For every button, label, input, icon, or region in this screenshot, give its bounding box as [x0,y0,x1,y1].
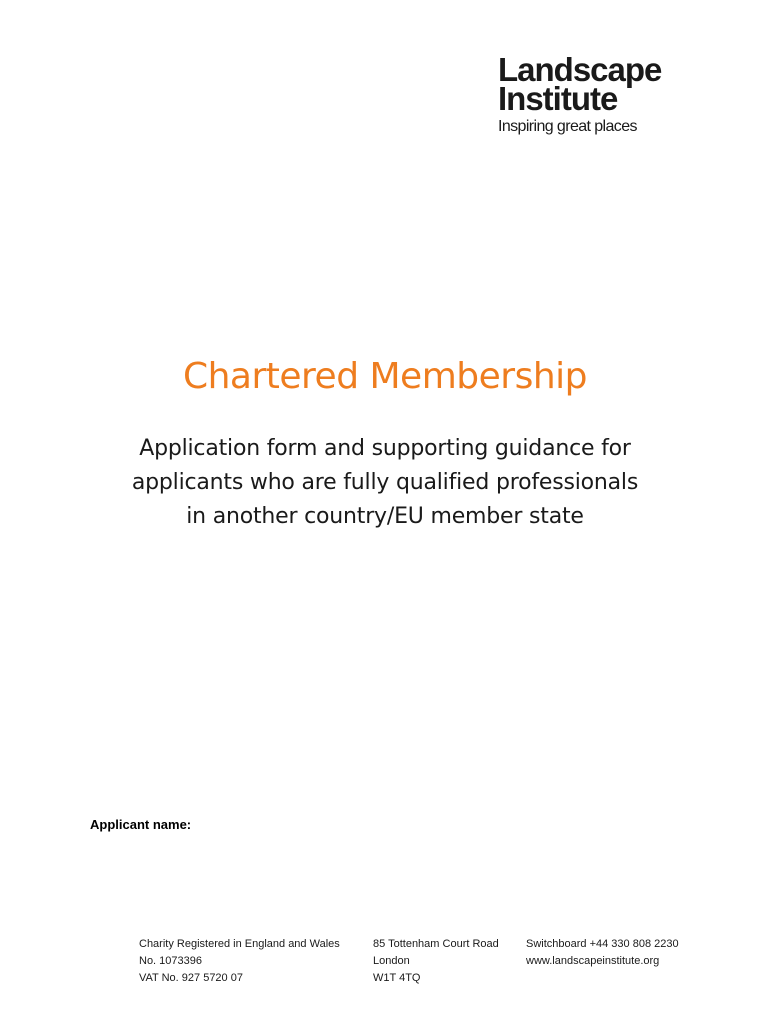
subtitle-line-1: Application form and supporting guidance for [139,436,631,461]
document-subtitle [90,432,680,534]
charity-line-2: No. 1073396 [139,955,202,967]
address-line-2: London [373,955,410,967]
subtitle-line-3: in another country/EU member state [186,504,584,529]
contact-website: www.landscapeinstitute.org [526,955,660,967]
logo-line-2: Institute [498,80,618,117]
contact-switchboard: Switchboard +44 330 808 2230 [526,938,679,950]
landscape-institute-logo [498,51,708,136]
charity-line-3: VAT No. 927 5720 07 [139,972,243,984]
logo-line-1: Landscape [498,51,662,88]
document-title: Chartered Membership [182,356,588,397]
subtitle-line-2: applicants who are fully qualified professionals [131,470,639,495]
charity-line-1: Charity Registered in England and Wales [139,938,340,950]
footer-charity-info [139,936,340,987]
logo-tagline: Inspiring great places [498,118,637,135]
footer-address [373,936,499,987]
address-line-3: W1T 4TQ [373,972,421,984]
address-line-1: 85 Tottenham Court Road [373,938,499,950]
footer-contact [526,936,679,970]
applicant-name-label: Applicant name: [90,817,192,832]
